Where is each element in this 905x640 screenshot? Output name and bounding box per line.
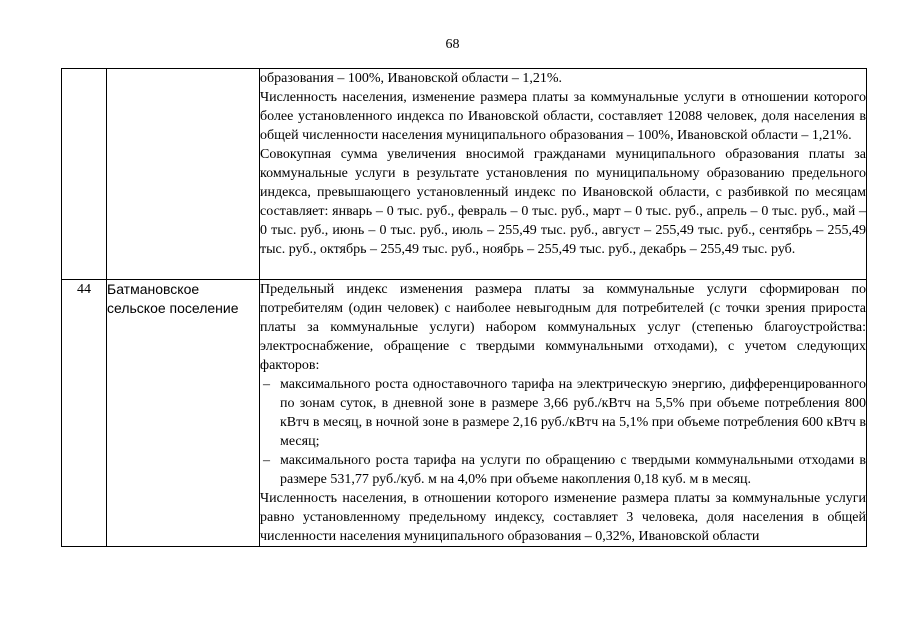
description-cell — [260, 280, 867, 547]
table-row — [62, 280, 867, 547]
description-cell — [260, 69, 867, 280]
bullet-text: максимального роста тарифа на услуги по обращению с твердыми коммунальными отходами в размере 531,77 руб./куб. м на 4,0% при объеме накопления 0,18 куб. м в месяц. — [280, 453, 866, 487]
paragraph: Совокупная сумма увеличения вносимой гражданами муниципального образования платы за коммунальные услуги в результате установления по муниципальному образованию предельного индекса, превышающего установленный индекс по Ивановской области, с разбивкой по месяцам составляет: январь – 0 тыс. руб., февраль – 0 тыс. руб., март – 0 тыс. руб., апрель – 0 тыс. руб., май – 0 тыс. руб., июнь – 0 тыс. руб., июль – 255,49 тыс. руб., август – 255,49 тыс. руб., сентябрь – 255,49 тыс. руб., октябрь – 255,49 тыс. руб., ноябрь – 255,49 тыс. руб., декабрь – 255,49 тыс. руб. — [260, 147, 866, 257]
paragraph: образования – 100%, Ивановской области – 1,21%. — [260, 71, 563, 86]
bullet-text: максимального роста одноставочного тарифа на электрическую энергию, дифференцированного по зонам суток, в дневной зоне в размере 3,66 руб./кВтч на 5,5% при объеме потребления 800 кВтч в месяц, в ночной зоне в размере 2,16 руб./кВтч на 5,1% при объеме потребления 600 кВтч в месяц; — [280, 377, 866, 449]
bullet-item — [260, 451, 866, 489]
table-row — [62, 69, 867, 280]
municipality-name-cell — [107, 69, 260, 280]
page-number: 68 — [445, 37, 460, 52]
paragraph: Численность населения, изменение размера платы за коммунальные услуги в отношении которого более установленного индекса по Ивановской области, составляет 12088 человек, доля населения в общей численности населения муниципального образования – 100%, Ивановской области – 1,21%. — [260, 90, 866, 143]
bullet-item — [260, 375, 866, 451]
municipality-name-cell: Батмановское сельское поселение — [107, 280, 260, 547]
outro-paragraph: Численность населения, в отношении которого изменение размера платы за коммунальные услуги равно установленному предельному индексу, составляет 3 человека, доля населения в общей численности населения муниципального образования – 0,32%, Ивановской области — [260, 491, 866, 544]
intro-paragraph: Предельный индекс изменения размера платы за коммунальные услуги сформирован по потребителям (один человек) с наиболее невыгодным для потребителей (с точки зрения прироста платы за коммунальные услуги) набором коммунальных услуг (степенью благоустройства: электроснабжение, обращение с твердыми коммунальными отходами), с учетом следующих факторов: — [260, 282, 866, 373]
municipal-index-table — [61, 68, 867, 547]
dash-bullet-icon: – — [263, 453, 270, 468]
dash-bullet-icon: – — [263, 377, 270, 392]
row-number-cell: 44 — [62, 280, 107, 547]
row-number-cell — [62, 69, 107, 280]
